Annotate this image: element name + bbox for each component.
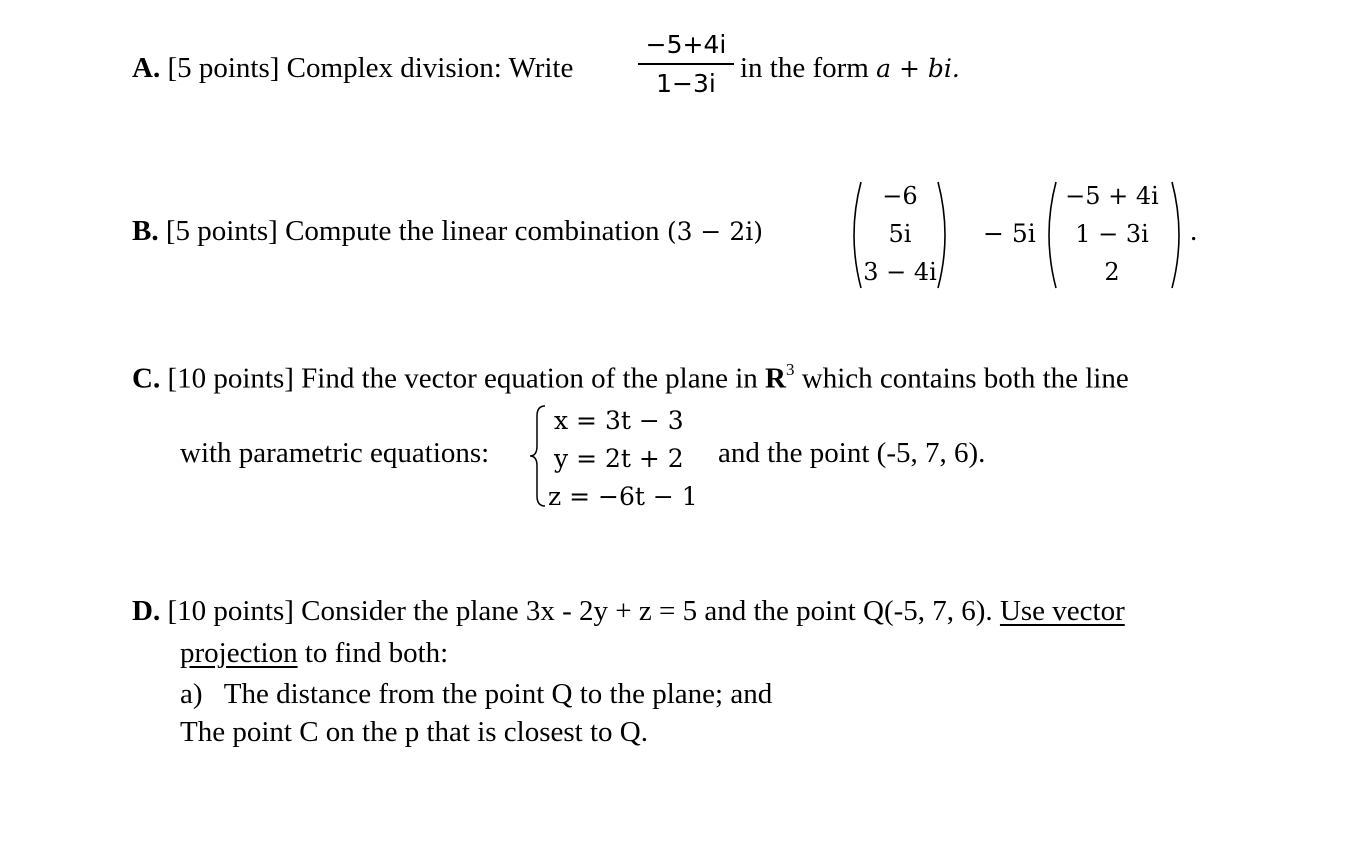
vec1-right-paren xyxy=(934,180,954,290)
fraction-denominator: 1−3i xyxy=(656,69,716,98)
part-b-vector2 xyxy=(1052,182,1172,286)
part-d-underlined1: Use vector xyxy=(999,595,1125,627)
vec2-entry: −5 + 4i xyxy=(1065,182,1159,210)
part-c-intro: with parametric equations: xyxy=(180,437,490,469)
part-d-item-b: The point C on the p that is closest to Q. xyxy=(180,716,648,748)
part-b-scalar2: − 5i xyxy=(983,219,1036,248)
part-d-item-a xyxy=(180,678,772,711)
part-d-label: D. xyxy=(132,595,161,627)
part-a-fraction xyxy=(638,30,734,98)
space-exponent: 3 xyxy=(786,360,795,379)
item-a-text: The distance from the point Q to the plane; and xyxy=(223,678,773,710)
part-a-label: A. xyxy=(132,52,161,84)
part-a-points: [5 points] xyxy=(167,52,280,84)
part-d-underlined2: projection xyxy=(180,637,298,669)
part-b-text: Compute the linear combination xyxy=(285,215,660,247)
equation-z: z = −6t − 1 xyxy=(548,482,698,511)
part-c-text1: Find the vector equation of the plane in xyxy=(301,362,758,395)
part-b xyxy=(132,215,763,248)
part-b-label: B. xyxy=(132,215,159,247)
fraction-numerator: −5+4i xyxy=(645,30,727,59)
part-d-line2 xyxy=(180,637,448,670)
space-symbol: R xyxy=(765,362,786,395)
part-a-form: a + bi. xyxy=(876,54,960,83)
vec1-entry: 5i xyxy=(888,220,912,248)
part-d-text2: to find both: xyxy=(304,637,449,669)
part-c-points: [10 points] xyxy=(167,362,294,395)
vec2-entry: 1 − 3i xyxy=(1075,220,1149,248)
part-d-text1: Consider the plane 3x - 2y + z = 5 and the point Q(-5, 7, 6). xyxy=(301,595,993,627)
item-a-label: a) xyxy=(180,678,203,710)
part-c-text2: which contains both the line xyxy=(801,362,1129,395)
part-c-text3: and the point (-5, 7, 6). xyxy=(718,437,986,469)
vec1-entry: −6 xyxy=(882,182,918,210)
part-a-tail xyxy=(740,52,960,85)
part-c-label: C. xyxy=(132,362,161,395)
fraction-bar xyxy=(638,63,734,65)
part-b-scalar1: (3 − 2i) xyxy=(666,217,763,246)
equation-x: x = 3t − 3 xyxy=(554,406,684,435)
part-a-text: Complex division: Write xyxy=(286,52,574,84)
part-a xyxy=(132,52,573,85)
part-b-vector1 xyxy=(860,182,940,286)
part-b-end: . xyxy=(1190,215,1198,247)
vec2-right-paren xyxy=(1168,180,1188,290)
parametric-equations xyxy=(548,402,698,516)
part-d-points: [10 points] xyxy=(167,595,294,627)
vec2-entry: 2 xyxy=(1104,258,1120,286)
part-b-points: [5 points] xyxy=(165,215,278,247)
part-c xyxy=(132,362,1129,396)
system-brace xyxy=(528,404,548,508)
part-d xyxy=(132,595,1125,628)
part-a-text-after: in the form xyxy=(740,52,869,84)
equation-y: y = 2t + 2 xyxy=(554,444,684,473)
vec1-entry: 3 − 4i xyxy=(863,258,937,286)
